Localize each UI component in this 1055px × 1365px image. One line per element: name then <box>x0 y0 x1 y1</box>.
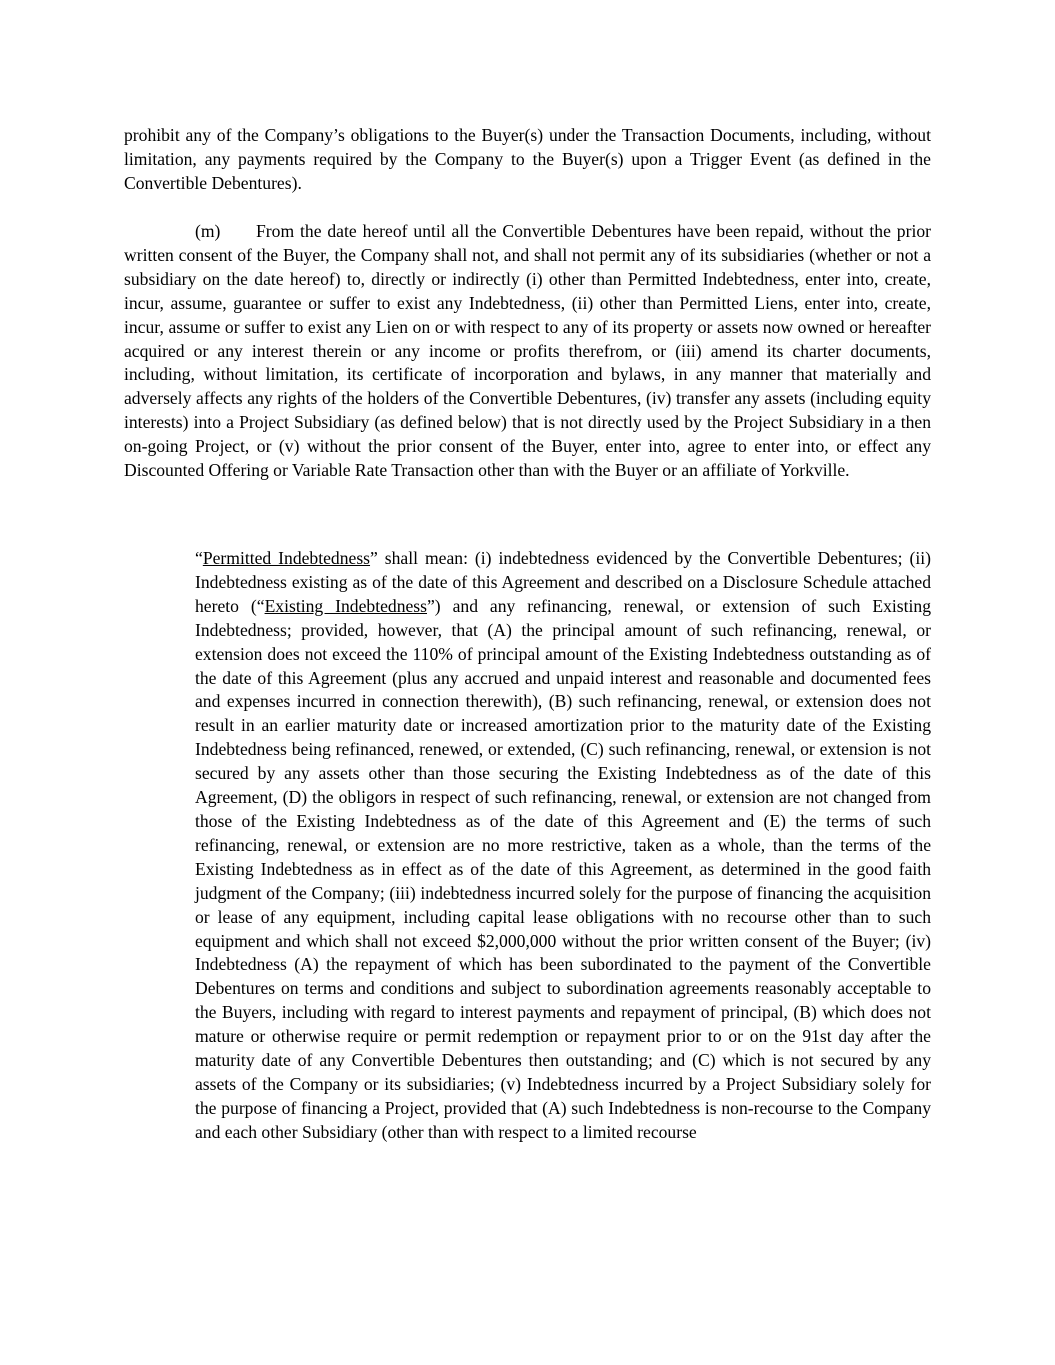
clause-text: From the date hereof until all the Convertible Debentures have been repaid, without the prior written consent of the Buyer, the Company shall not, and shall not permit any of its subsidiaries (whether or not a subsidiary on the date hereof) to, directly or indirectly (i) other than Permitted Indebtedness, enter into, create, incur, assume, guarantee or suffer to exist any Indebtedness, (ii) other than Permitted Liens, enter into, create, incur, assume or suffer to exist any Lien on or with respect to any of its property or assets now owned or hereafter acquired or any interest therein or any income or profits therefrom, or (iii) amend its charter documents, including, without limitation, its certificate of incorporation and bylaws, in any manner that materially and adversely affects any rights of the holders of the Convertible Debentures, (iv) transfer any assets (including equity interests) into a Project Subsidiary (as defined below) that is not directly used by the Project Subsidiary in a then on-going Project, or (v) without the prior consent of the Buyer, enter into, agree to enter into, or effect any Discounted Offering or Variable Rate Transaction other than with the Buyer or an affiliate of Yorkville. <box>124 221 931 481</box>
paragraph-continuation: prohibit any of the Company’s obligations to the Buyer(s) under the Transaction Documents, including, without limitation, any payments required by the Company to the Buyer(s) upon a Trigger Event (as defined in the Convertible Debentures). <box>124 125 931 193</box>
definition-text-b: ”) and any refinancing, renewal, or extension of such Existing Indebtedness; provided, however, that (A) the principal amount of such refinancing, renewal, or extension does not exceed the 110% of principal amount of the Existing Indebtedness outstanding as of the date of this Agreement (plus any accrued and unpaid interest and reasonable and documented fees and expenses incurred in connection therewith), (B) such refinancing, renewal, or extension does not result in an earlier maturity date or increased amortization prior to the maturity date of the Existing Indebtedness being refinanced, renewed, or extended, (C) such refinancing, renewal, or extension is not secured by any assets other than those securing the Existing Indebtedness as of the date of this Agreement, (D) the obligors in respect of such refinancing, renewal, or extension are not changed from those of the Existing Indebtedness as of the date of this Agreement and (E) the terms of such refinancing, renewal, or extension are no more restrictive, taken as a whole, than the terms of the Existing Indebtedness as in effect as of the date of this Agreement, as determined in the good faith judgment of the Company; (iii) indebtedness incurred solely for the purpose of financing the acquisition or lease of any equipment, including capital lease obligations with no recourse other than to such equipment and which shall not exceed $2,000,000 without the prior written consent of the Buyer; (iv) Indebtedness (A) the repayment of which has been subordinated to the payment of the Convertible Debentures on terms and conditions and subject to subordination agreements reasonably acceptable to the Buyers, including with regard to interest payments and repayment of principal, (B) which does not mature or otherwise require or permit redemption or repayment prior to or on the 91st day after the maturity date of any Convertible Debentures then outstanding; and (C) which is not secured by any assets of the Company or its subsidiaries; (v) Indebtedness incurred by a Project Subsidiary solely for the purpose of financing a Project, provided that (A) such Indebtedness is non-recourse to the Company and each other Subsidiary (other than with respect to a limited recourse <box>195 595 932 1142</box>
clause-label: (m) <box>195 221 221 241</box>
paragraph-m <box>124 220 931 483</box>
paragraph-permitted-indebtedness <box>195 547 931 1145</box>
defined-term-existing-indebtedness: Existing Indebtedness <box>264 595 427 616</box>
definition-text-a: ” shall mean: (i) indebtedness evidenced by the Convertible Debentures; (ii) Indebtedness existing as of the date of this Agreement and described on a Disclosure Schedule attached hereto (“ <box>195 548 931 616</box>
defined-term-permitted-indebtedness: Permitted Indebtedness <box>202 548 371 568</box>
open-quote: “ <box>195 548 203 568</box>
